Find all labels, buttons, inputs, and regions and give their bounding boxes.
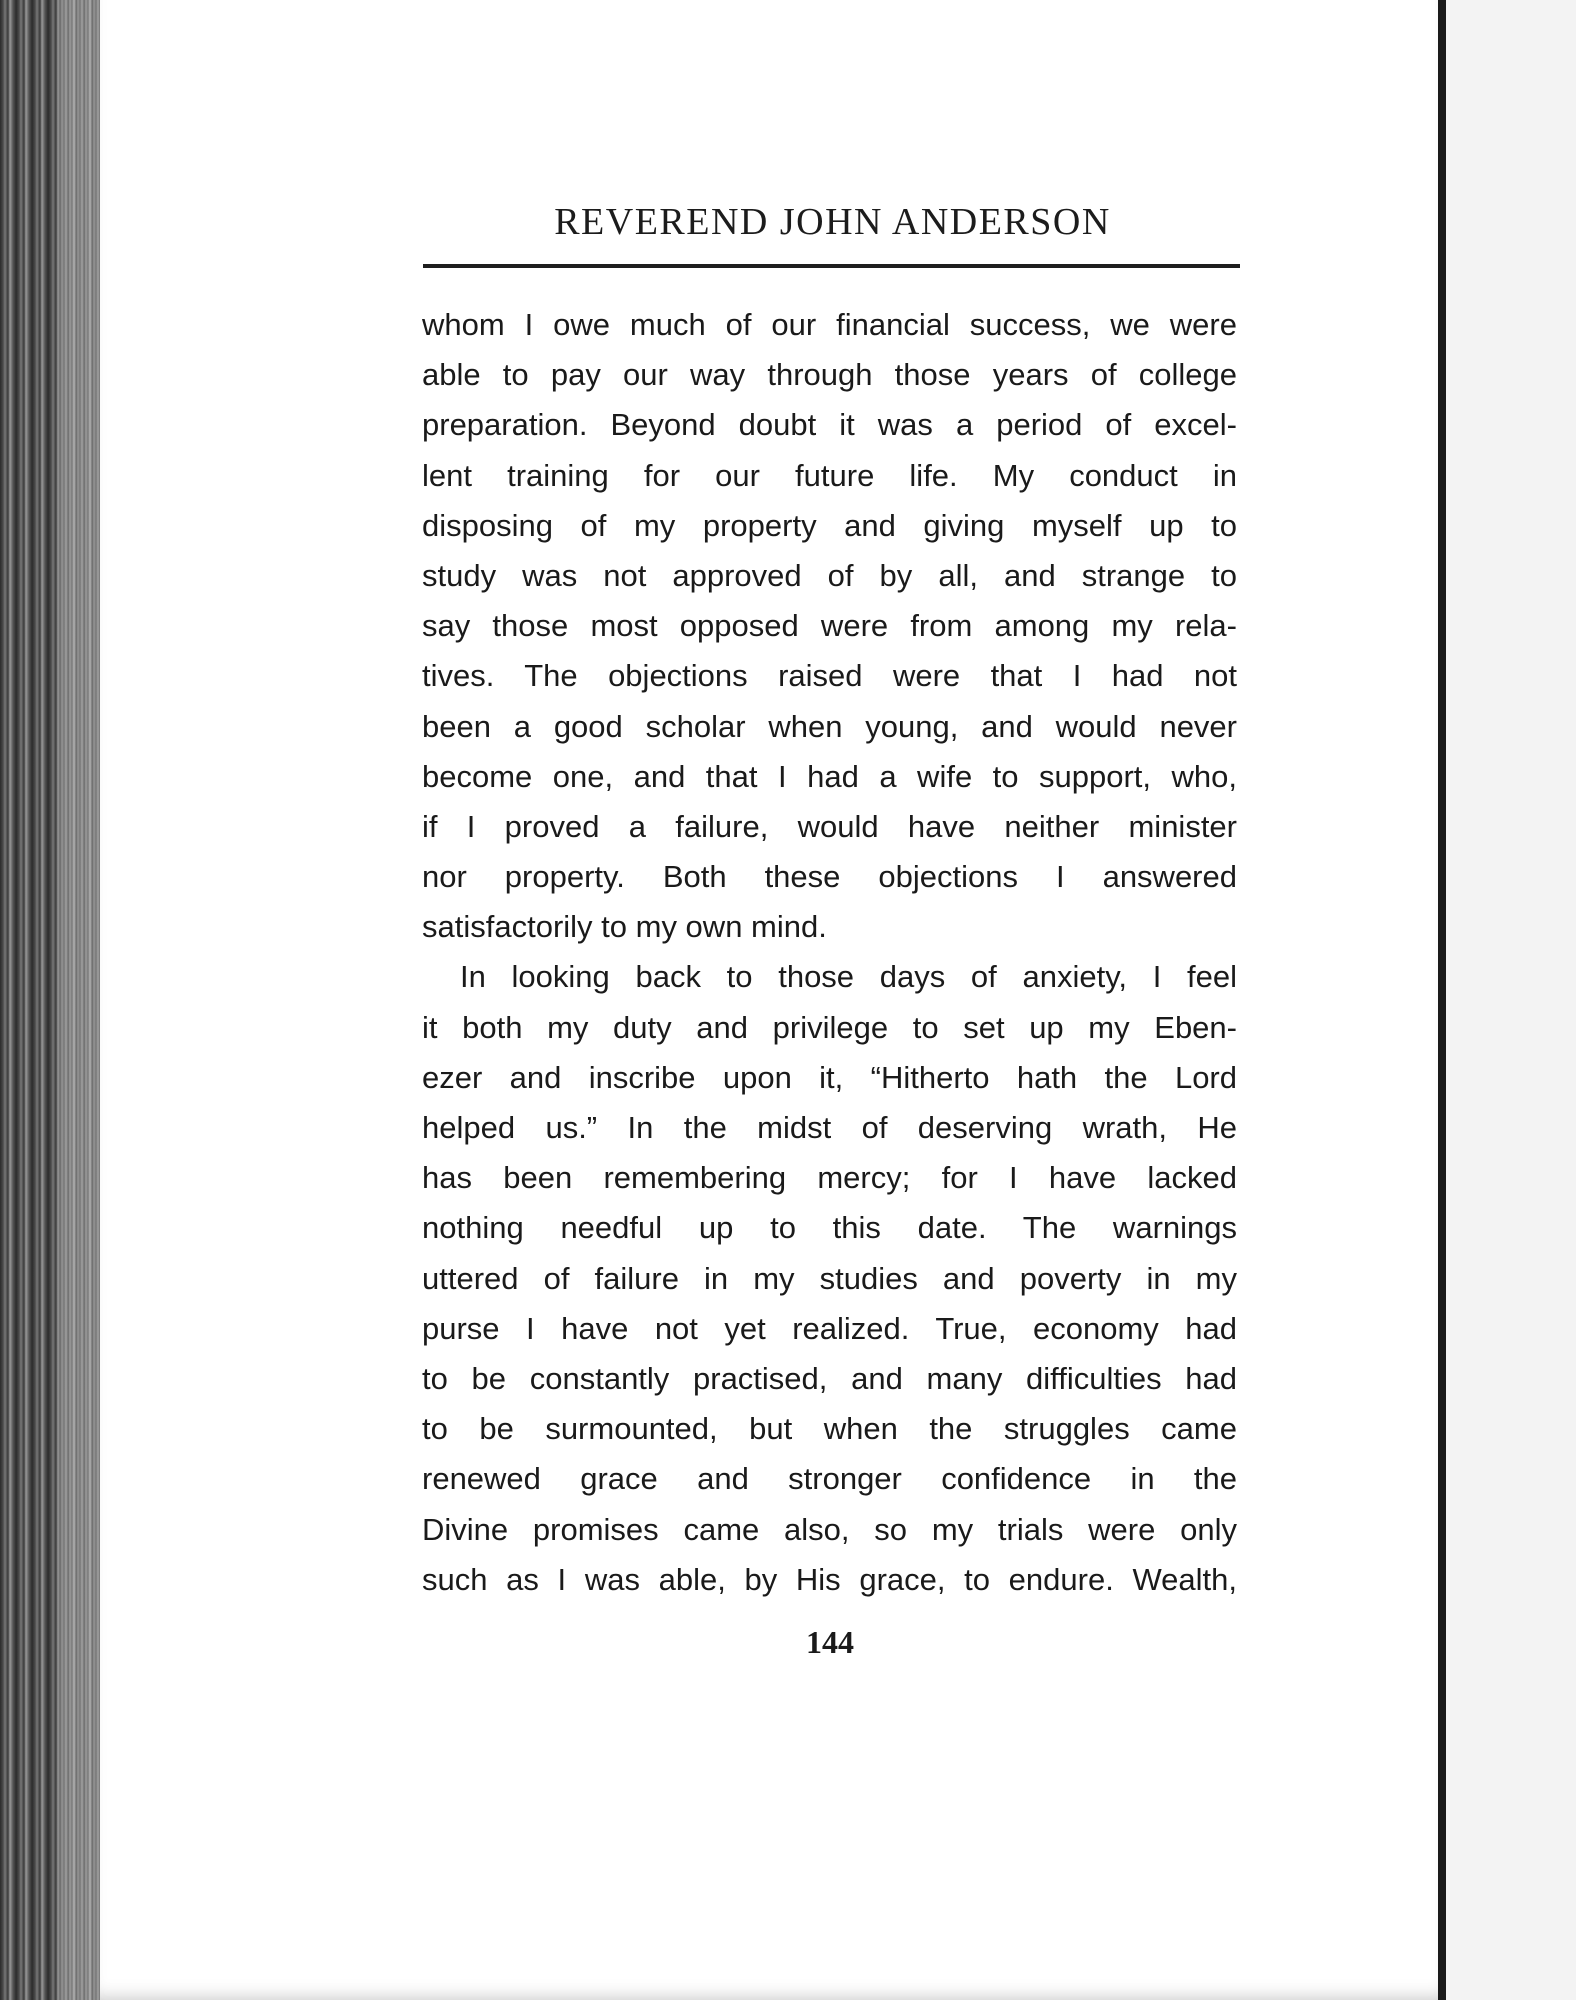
- text-line: disposing of my property and giving myself up to: [422, 507, 1237, 543]
- text-line: In looking back to those days of anxiety, I feel: [460, 959, 1237, 995]
- paragraph-2: [422, 952, 1237, 1604]
- text-line: study was not approved of by all, and strange to: [422, 557, 1237, 593]
- body-text: [422, 300, 1237, 1605]
- text-line: tives. The objections raised were that I had not: [422, 658, 1237, 694]
- text-line: ezer and inscribe upon it, “Hitherto hath the Lord: [422, 1059, 1237, 1095]
- text-line: lent training for our future life. My conduct in: [422, 457, 1237, 493]
- running-head: REVEREND JOHN ANDERSON: [554, 201, 1111, 243]
- text-line: able to pay our way through those years of college: [422, 357, 1237, 393]
- text-line: has been remembering mercy; for I have lacked: [422, 1160, 1237, 1196]
- gutter-shadow: [1438, 0, 1446, 2000]
- text-line: become one, and that I had a wife to support, who,: [422, 758, 1237, 794]
- page-number: 144: [806, 1624, 854, 1660]
- text-line: been a good scholar when young, and would never: [422, 708, 1237, 744]
- page-edges: [60, 0, 100, 2000]
- text-line: Divine promises came also, so my trials were only: [422, 1511, 1237, 1547]
- text-line: satisfactorily to my own mind.: [422, 909, 827, 945]
- text-line: uttered of failure in my studies and poverty in my: [422, 1260, 1237, 1296]
- text-line: purse I have not yet realized. True, economy had: [422, 1310, 1237, 1346]
- text-line: if I proved a failure, would have neither minister: [422, 808, 1237, 844]
- text-line: nothing needful up to this date. The warnings: [422, 1210, 1237, 1246]
- text-line: preparation. Beyond doubt it was a period of excel-: [422, 407, 1237, 443]
- text-line: to be surmounted, but when the struggles came: [422, 1411, 1237, 1447]
- text-line: whom I owe much of our financial success, we were: [422, 307, 1237, 342]
- text-line: to be constantly practised, and many difficulties had: [422, 1360, 1237, 1396]
- text-line: nor property. Both these objections I answered: [422, 859, 1237, 895]
- text-line: it both my duty and privilege to set up my Eben-: [422, 1009, 1237, 1045]
- facing-page: [1446, 0, 1576, 2000]
- text-line: helped us.” In the midst of deserving wrath, He: [422, 1110, 1237, 1145]
- text-line: such as I was able, by His grace, to endure. Wealth,: [422, 1561, 1237, 1597]
- text-line: say those most opposed were from among my rela-: [422, 608, 1237, 644]
- text-line: renewed grace and stronger confidence in the: [422, 1461, 1237, 1497]
- paragraph-1: [422, 300, 1237, 952]
- header-rule: [423, 264, 1240, 268]
